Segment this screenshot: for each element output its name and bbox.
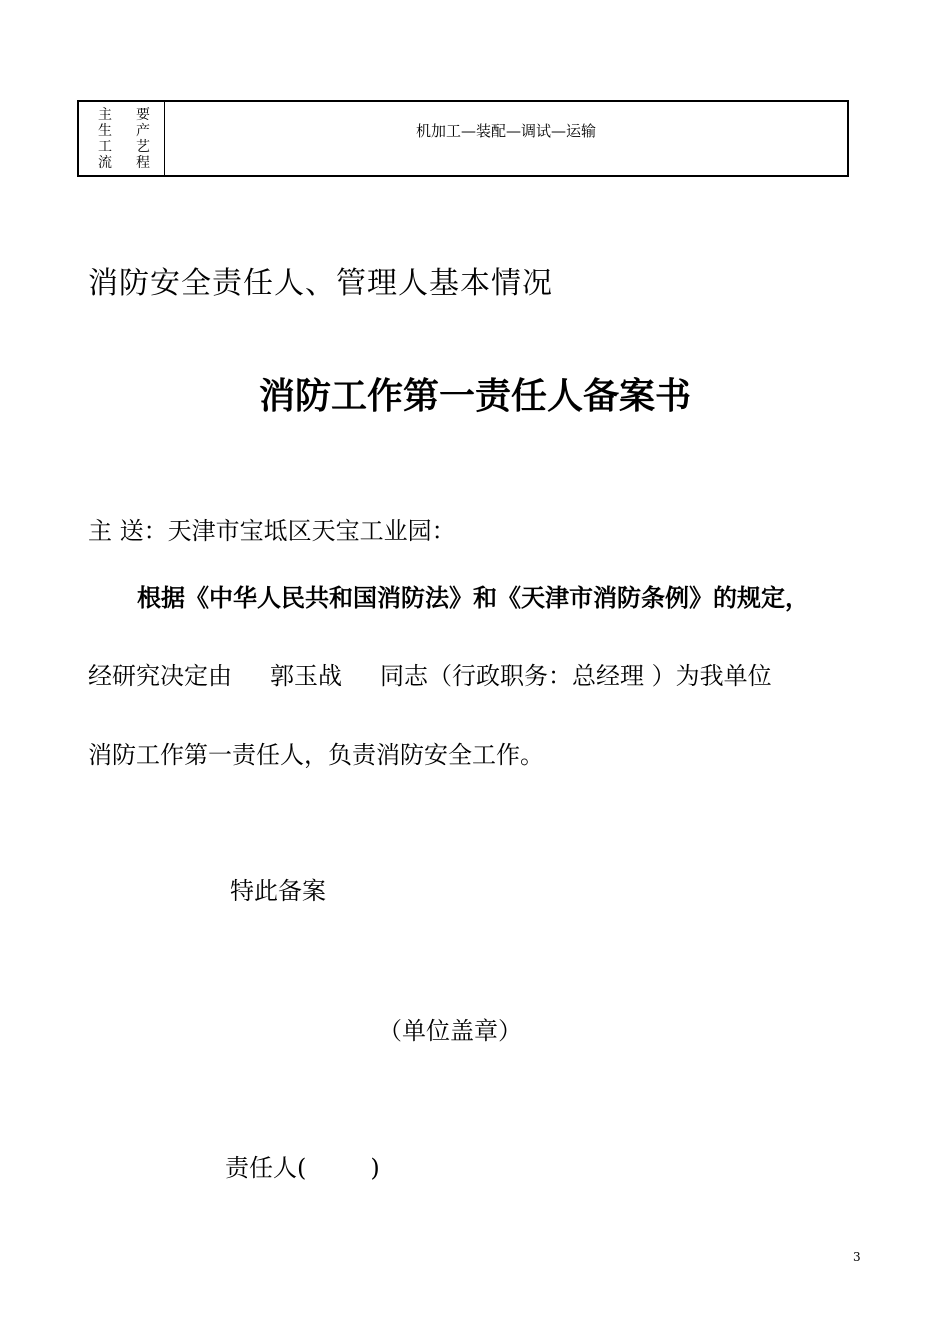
label-row — [98, 123, 150, 139]
label-char: 程 — [136, 155, 150, 171]
body-line-2-prefix: 经研究决定由 — [88, 662, 232, 690]
recipient-line: 主 送：天津市宝坻区天宝工业园： — [88, 517, 456, 545]
label-char: 要 — [136, 107, 150, 123]
body-line-1: 根据《中华人民共和国消防法》和《天津市消防条例》的规定， — [137, 583, 809, 612]
filing-note: 特此备案 — [230, 877, 326, 905]
label-char: 产 — [136, 123, 150, 139]
page-number: 3 — [853, 1250, 861, 1264]
label-char: 艺 — [136, 139, 150, 155]
label-char: 生 — [98, 123, 112, 139]
process-flow-value: 机加工—装配—调试—运输 — [415, 122, 596, 140]
label-row — [98, 155, 150, 171]
responsible-person-name: 郭玉战 — [270, 662, 342, 690]
body-line-2 — [88, 656, 772, 691]
body-line-3: 消防工作第一责任人，负责消防安全工作。 — [88, 741, 544, 769]
label-char: 流 — [98, 155, 112, 171]
close-paren: ) — [370, 1154, 380, 1182]
open-paren: ( — [297, 1154, 307, 1182]
section-heading: 消防安全责任人、管理人基本情况 — [88, 266, 553, 301]
process-flow-label — [79, 102, 165, 175]
label-row — [98, 107, 150, 123]
document-title: 消防工作第一责任人备案书 — [258, 376, 691, 417]
label-char: 工 — [98, 139, 112, 155]
label-row — [98, 139, 150, 155]
responsible-label: 责任人 — [225, 1154, 297, 1182]
responsible-signature-line — [225, 1148, 380, 1183]
seal-note: （单位盖章） — [378, 1017, 522, 1045]
body-line-2-suffix: 同志（行政职务：总经理 ）为我单位 — [380, 662, 772, 690]
process-flow-table — [77, 100, 849, 177]
label-char: 主 — [98, 107, 112, 123]
